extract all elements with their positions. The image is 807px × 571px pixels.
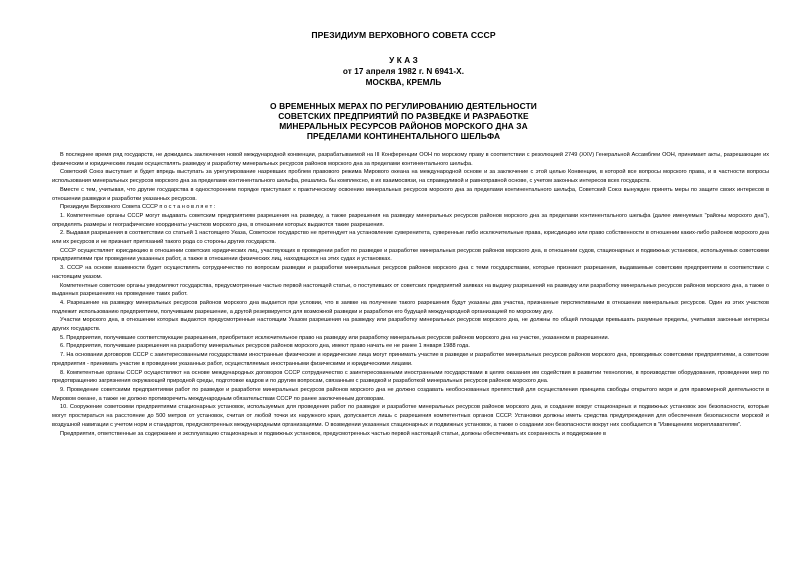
paragraph: 7. На основании договоров СССР с заинтересованными государствами иностранные физические и юридические лица могут принимать участие в разведке и разработке минеральных ресурсов районов морского дна, проводимых советскими предприятиями, а советские предприятия - принимать участие в проведении указанных работ, осуществляемых иностранными физическими и юридическими лицами.: [52, 352, 769, 367]
decree-date: от 17 апреля 1982 г. N 6941-X.: [342, 67, 465, 76]
decree-body: [52, 151, 769, 438]
paragraph: 10. Сооружение советскими предприятиями стационарных установок, используемых для проведения работ по разведке и разработке минеральных ресурсов районов морского дна, и создание вокруг стационарных и подвижных установок зон безопасности, которые могут простираться на расстояние до 500 метров от установок, считая от любой точки их наружного края, допускается лишь с разрешения компетентных органов СССР. Установки должны иметь средства предупреждения для обеспечения безопасности морской и воздушной навигации с учетом норм и стандартов, предусмотренных международными организациями. О возведении указанных стационарных и подвижных установок, а также о создании зон безопасности вокруг них сообщается в "Извещениях мореплавателям".: [52, 404, 769, 428]
ukaz-label: У К А З: [389, 56, 418, 65]
decree-heading: [0, 101, 807, 141]
heading-line: О ВРЕМЕННЫХ МЕРАХ ПО РЕГУЛИРОВАНИЮ ДЕЯТЕЛЬНОСТИ: [270, 101, 537, 111]
paragraph: В последнее время ряд государств, не дожидаясь заключения новой международной конвенции, разрабатываемой на III Конференции ООН по морскому праву в соответствии с резолюцией 2749 (XXV) Генеральной Ассамблеи ООН, принимает акты, разрешающие их физическим и юридическим лицам осуществлять разведку и разработку минеральных ресурсов районов морского дна за пределами континентального шельфа.: [52, 152, 769, 167]
paragraph: 2. Выдавая разрешения в соответствии со статьей 1 настоящего Указа, Советское государство не претендует на установление суверенитета, суверенные либо исключительные права, юрисдикцию или право собственности в отношении каких-либо районов морского дна или их ресурсов и не признает притязаний такого рода со стороны других государств.: [52, 230, 769, 246]
decree-place: МОСКВА, КРЕМЛЬ: [365, 78, 442, 87]
paragraph: Предприятия, ответственные за содержание и эксплуатацию стационарных и подвижных установок, предусмотренных частью первой настоящей статьи, должны обеспечивать их сохранность и поддержание в: [60, 430, 606, 437]
paragraph: 4. Разрешение на разведку минеральных ресурсов районов морского дна выдается при условии, что в заявке на получение такого разрешения будут указаны два участка, признанные перспективными в отношении минеральных ресурсов. Один из этих участков подлежит использованию предприятием, получившим разрешение, а другой резервируется для возможной разведки и разработки его будущей международной организацией по морскому дну.: [52, 299, 769, 315]
paragraph: 1. Компетентные органы СССР могут выдавать советским предприятиям разрешения на разведку, а также разрешения на разведку минеральных ресурсов районов морского дна за пределами континентального шельфа (далее именуемых "районы морского дна"), определять размеры и географические координаты участков морского дна, в отношении которых выдаются такие разрешения.: [52, 212, 769, 228]
presidium-title: ПРЕЗИДИУМ ВЕРХОВНОГО СОВЕТА СССР: [311, 30, 496, 40]
paragraph: Президиум Верховного Совета СССР п о с т а н о в л я е т :: [60, 204, 216, 211]
paragraph: 9. Проведение советскими предприятиями работ по разведке и разработке минеральных ресурсов районов морского дна не должно создавать необоснованных препятствий для осуществления принципа свободы открытого моря и для правомерной деятельности в Мировом океане, а также не должно противоречить международным обязательствам СССР по ранее заключенным договорам.: [52, 386, 769, 402]
paragraph: 3. СССР на основе взаимности будет осуществлять сотрудничество по вопросам разведки и разработки минеральных ресурсов районов морского дна с теми государствами, которые признают разрешения, выдаваемые советским предприятиям в соответствии с настоящим указом.: [52, 265, 769, 280]
paragraph: Участки морского дна, в отношении которых выдаются предусмотренные настоящим Указом разрешения на разведку или разработку минеральных ресурсов морского дна, не должны по общей площади превышать разумные пределы, учитывая законные интересы других государств.: [52, 317, 769, 333]
paragraph: Компетентные советские органы уведомляют государства, предусмотренные частью первой настоящей статьи, о поступивших от советских предприятий заявках на выдачу разрешений на разведку или разработку минеральных ресурсов районов морского дна, а также о выданных разрешениях на проведение таких работ.: [52, 282, 769, 298]
heading-line: СОВЕТСКИХ ПРЕДПРИЯТИЙ ПО РАЗВЕДКЕ И РАЗРАБОТКЕ: [278, 111, 529, 121]
paragraph: 5. Предприятия, получившие соответствующие разрешения, приобретают исключительное право на разведку или разработку минеральных ресурсов районов морского дна на участке, указанном в разрешении.: [60, 334, 610, 341]
heading-line: МИНЕРАЛЬНЫХ РЕСУРСОВ РАЙОНОВ МОРСКОГО ДНА ЗА: [279, 121, 528, 131]
paragraph: Советский Союз выступает и будет впредь выступать за урегулирование назревших проблем правового режима Мирового океана на международной основе и за заключение с этой целью Конвенции, в которой все вопросы морского права, и в частности вопросы использования минеральных ресурсов морского дна за пределами континентального шельфа, решались бы комплексно, в их взаимосвязи, на справедливой и равноправной основе, с учетом законных интересов всех государств.: [52, 169, 769, 185]
paragraph: 6. Предприятия, получившие разрешения на разработку минеральных ресурсов районов морского дна, имеют право начать ее не ранее 1 января 1988 года.: [60, 343, 470, 350]
heading-line: ПРЕДЕЛАМИ КОНТИНЕНТАЛЬНОГО ШЕЛЬФА: [306, 131, 501, 141]
paragraph: СССР осуществляет юрисдикцию в отношении советских юридических лиц, участвующих в проведении работ по разведке и разработке минеральных ресурсов районов морского дна, в отношении судов, стационарных и подвижных установок, используемых советскими предприятиями при проведении указанных работ, а также в отношении физических лиц, находящихся на этих судах и установках.: [52, 247, 769, 263]
paragraph: Вместе с тем, учитывая, что другие государства в одностороннем порядке приступают к практическому освоению минеральных ресурсов морского дна за пределами континентального шельфа, Советский Союз вынужден принять меры по защите своих интересов в отношении разведки и разработки указанных ресурсов.: [52, 186, 769, 202]
paragraph: 8. Компетентные органы СССР осуществляют на основе международных договоров СССР сотрудничество с заинтересованными иностранными государствами в целях оказания им содействия в развитии технологии, в производстве оборудования, проведении мер по предотвращению загрязнения окружающей природной среды, подготовке кадров и по другим вопросам, связанным с разведкой и разработкой минеральных ресурсов районов морского дна.: [52, 369, 769, 385]
